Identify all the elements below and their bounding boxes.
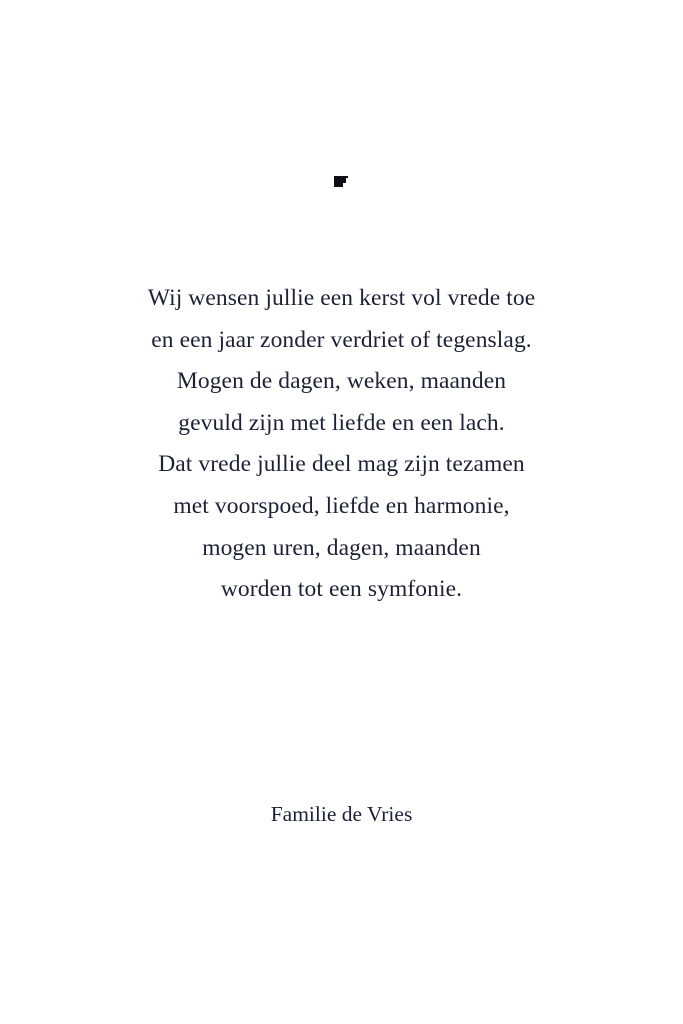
poem-line: mogen uren, dagen, maanden <box>202 534 481 561</box>
poem-line: gevuld zijn met liefde en een lach. <box>178 409 505 436</box>
poem-line: en een jaar zonder verdriet of tegenslag. <box>151 326 532 353</box>
flag-mark-icon <box>334 176 350 191</box>
emblem-container <box>0 176 683 191</box>
poem-block <box>0 278 683 611</box>
signature-block <box>0 798 683 830</box>
poem-line: Dat vrede jullie deel mag zijn tezamen <box>158 451 525 478</box>
poem-line: Mogen de dagen, weken, maanden <box>176 368 507 395</box>
poem-line: Wij wensen jullie een kerst vol vrede toe <box>147 285 536 311</box>
poem-line: worden tot een symfonie. <box>220 576 463 603</box>
signature-text: Familie de Vries <box>270 802 413 826</box>
poem-line: met voorspoed, liefde en harmonie, <box>173 492 510 519</box>
